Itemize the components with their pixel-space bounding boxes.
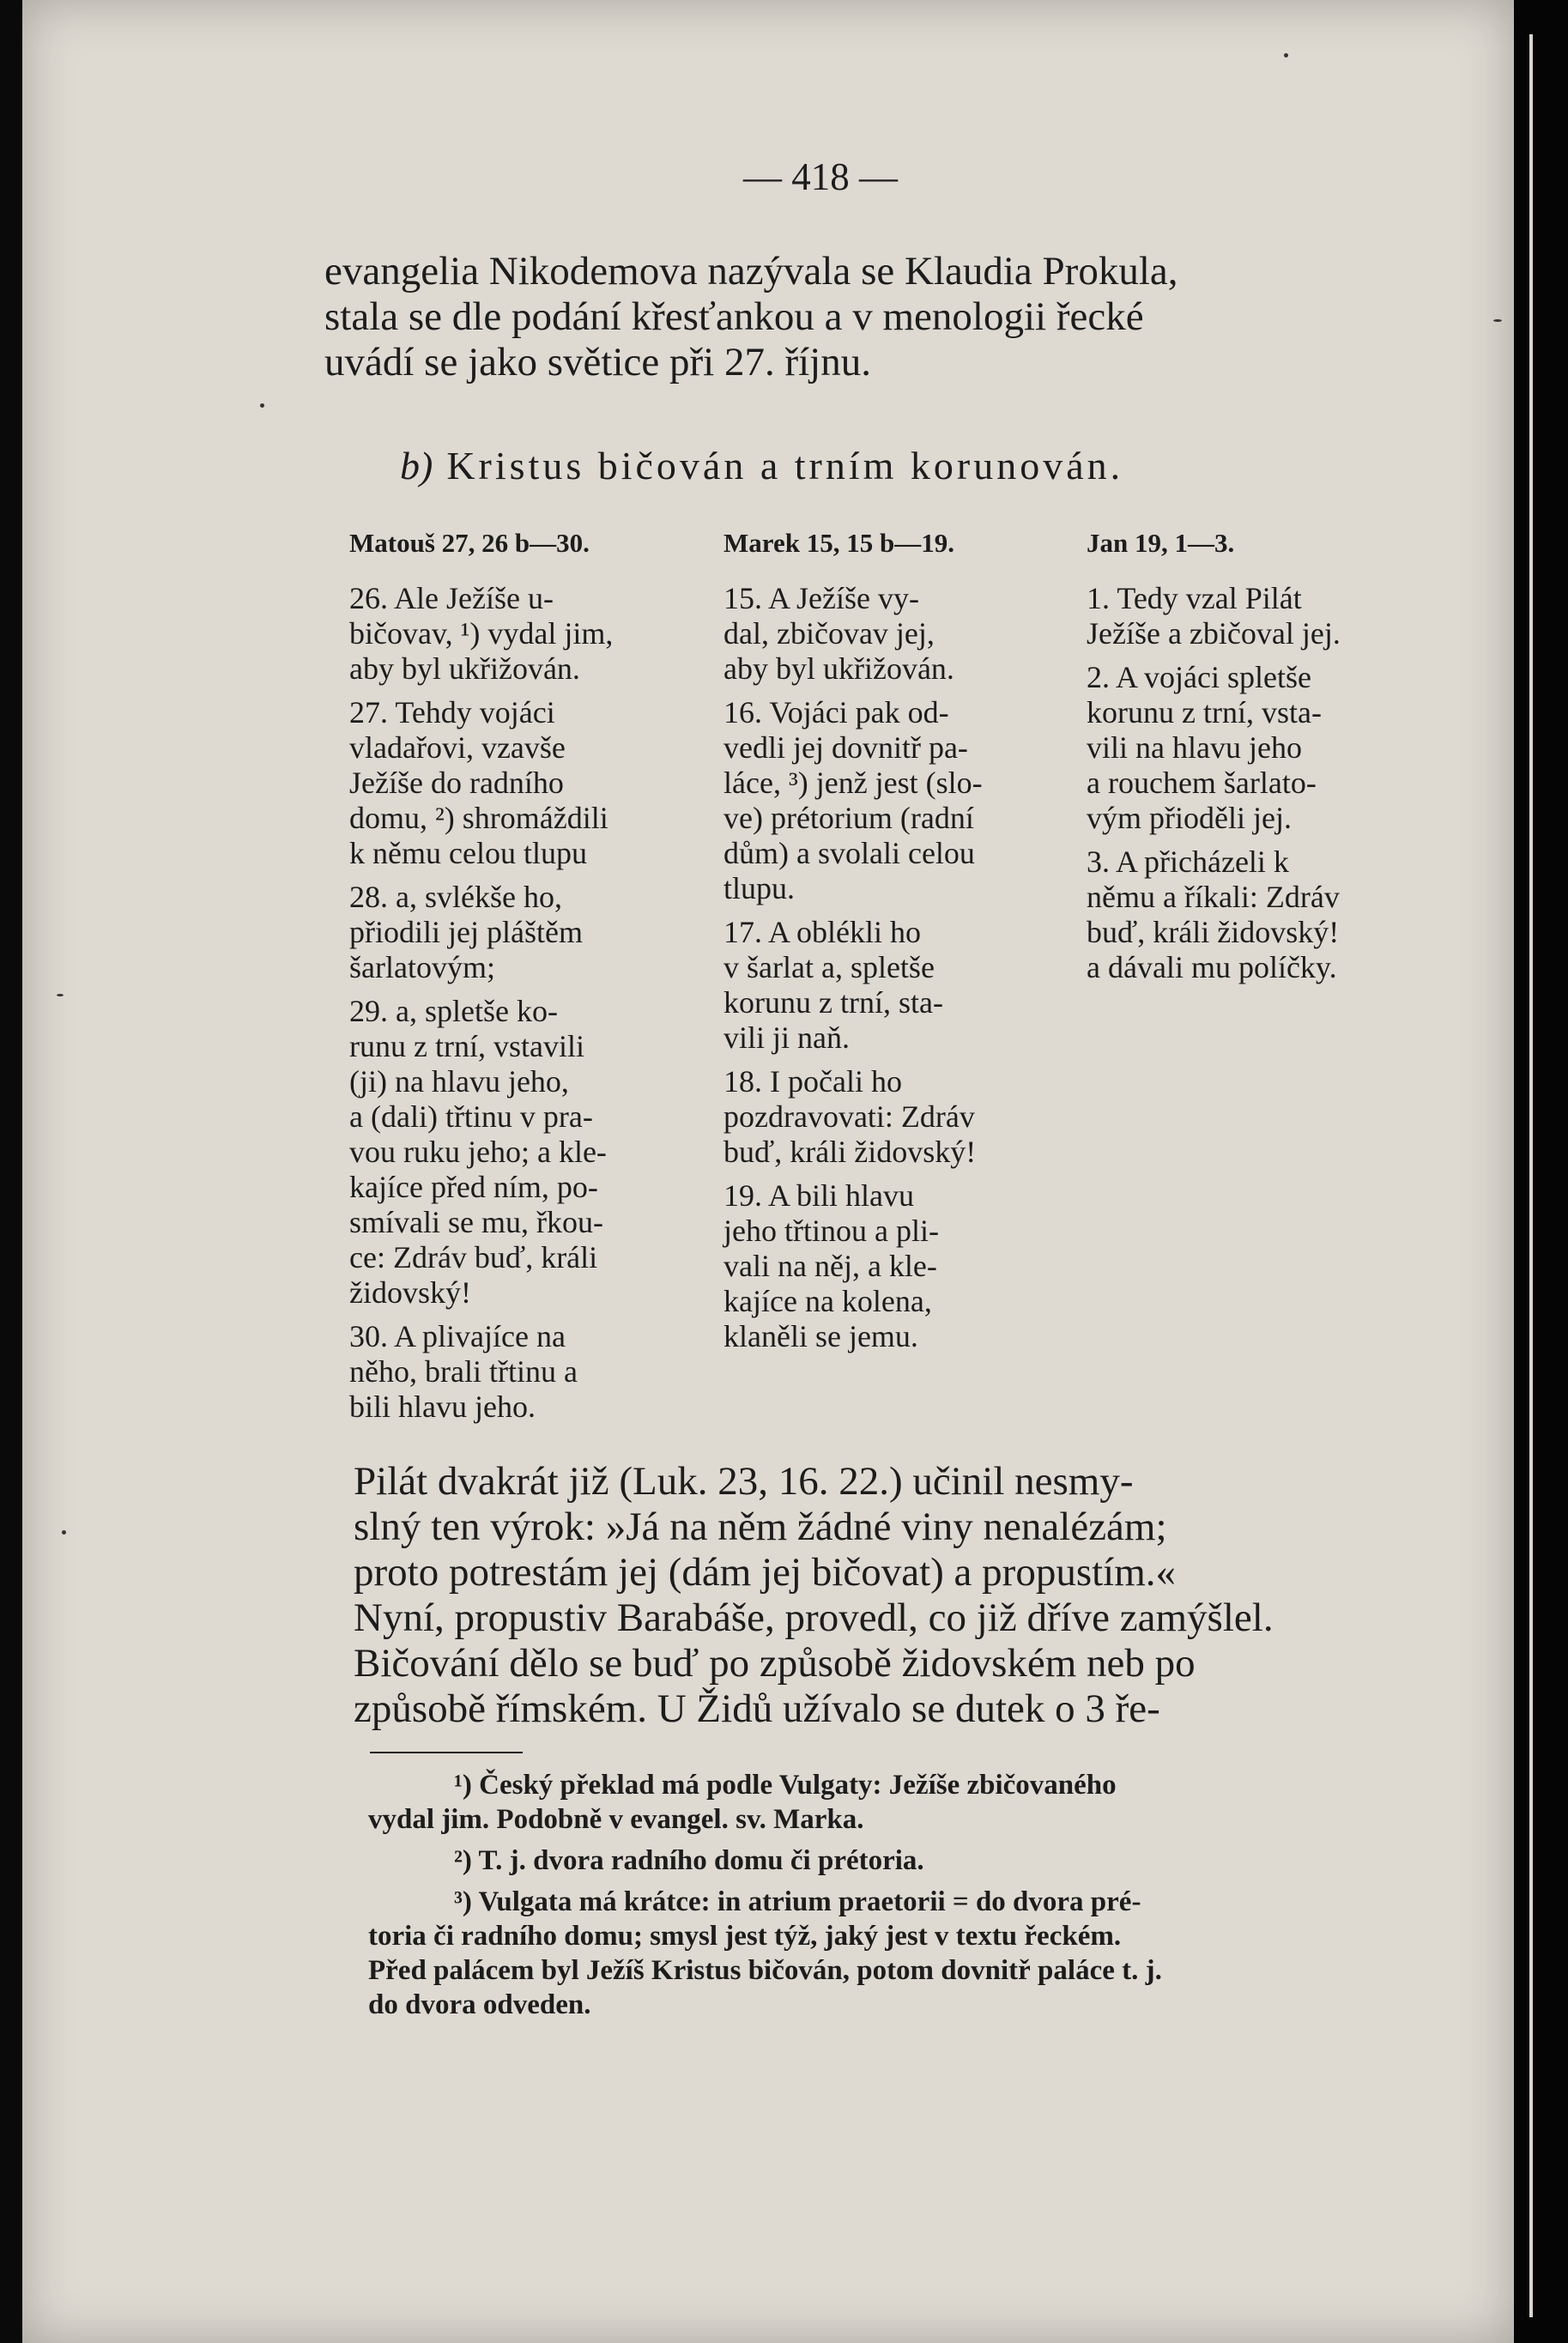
verse-line: korunu z trní, vsta- <box>1087 695 1322 730</box>
verse-line: kajíce před ním, po- <box>349 1170 598 1204</box>
verse-line: 27. Tehdy vojáci <box>349 695 555 730</box>
verse <box>723 1064 1067 1170</box>
verse <box>1087 581 1447 651</box>
body-line: Bičování dělo se buď po způsobě židovském neb po <box>354 1641 1196 1686</box>
verse-line: k němu celou tlupu <box>349 836 587 870</box>
verse-line: vili na hlavu jeho <box>1087 730 1302 765</box>
scanner-edge <box>1514 0 1568 2343</box>
footnote-line: vydal jim. Podobně v evangel. sv. Marka. <box>368 1804 864 1835</box>
verse-line: jeho třtinou a pli- <box>723 1214 939 1248</box>
scan-speck <box>1493 319 1502 322</box>
verse <box>349 1319 693 1425</box>
verse-line: 26. Ale Ježíše u- <box>349 581 554 615</box>
body-line: způsobě římském. U Židů užívalo se dutek o 3 ře- <box>354 1686 1160 1731</box>
verse-line: buď, králi židovský! <box>723 1135 977 1169</box>
gospel-column-john <box>1087 525 1447 994</box>
body-line: Nyní, propustiv Barabáše, provedl, co již dříve zamýšlel. <box>354 1595 1274 1640</box>
verse-line: šarlatovým; <box>349 950 495 984</box>
verse-line: a rouchem šarlato- <box>1087 766 1317 800</box>
verse-line: v šarlat a, spletše <box>723 950 935 984</box>
verse <box>1087 845 1447 985</box>
verse-line: 15. A Ježíše vy- <box>723 581 919 615</box>
footnote-line: toria či radního domu; smysl jest týž, jaký jest v textu řeckém. <box>368 1921 1122 1952</box>
verse-line: 18. I počali ho <box>723 1064 902 1099</box>
verse-line: bili hlavu jeho. <box>349 1389 536 1424</box>
body-paragraph <box>354 1459 1426 1732</box>
adjacent-page-edge <box>1529 34 1533 2317</box>
verse-line: smívali se mu, řkou- <box>349 1205 603 1239</box>
verse-line: 30. A plivajíce na <box>349 1319 566 1353</box>
verse-line: runu z trní, vstavili <box>349 1029 584 1063</box>
footnote-line: Před palácem byl Ježíš Kristus bičován, potom dovnitř paláce t. j. <box>368 1955 1162 1986</box>
body-line: slný ten výrok: »Já na něm žádné viny nenalézám; <box>354 1504 1167 1549</box>
verse <box>349 581 693 687</box>
gospel-column-matthew <box>349 525 693 1433</box>
footnotes <box>368 1768 1441 2029</box>
section-title: Kristus bičován a trním korunován. <box>446 444 1124 487</box>
scan-speck <box>57 994 64 996</box>
footnote-line: ¹) Český překlad má podle Vulgaty: Ježíše zbičovaného <box>454 1770 1117 1801</box>
scan-speck <box>1284 53 1288 58</box>
verse-line: tlupu. <box>723 871 796 905</box>
verse-line: dům) a svolali celou <box>723 836 975 870</box>
book-page <box>22 0 1514 2343</box>
verse-line: kajíce na kolena, <box>723 1284 932 1318</box>
intro-paragraph <box>324 249 1427 385</box>
verse-line: Ježíše do radního <box>349 766 564 800</box>
verse-line: korunu z trní, sta- <box>723 985 943 1020</box>
verse-line: aby byl ukřižován. <box>349 651 580 686</box>
section-marker: b) <box>400 444 433 487</box>
verse-line: něho, brali třtinu a <box>349 1354 578 1389</box>
verse-line: 29. a, spletše ko- <box>349 994 558 1028</box>
intro-line: evangelia Nikodemova nazývala se Klaudia Prokula, <box>324 249 1178 294</box>
section-heading <box>400 443 1430 488</box>
column-reference: Matouš 27, 26 b—30. <box>349 528 590 558</box>
verse <box>723 695 1067 906</box>
verse <box>349 695 693 871</box>
scan-speck <box>260 403 264 408</box>
verse-line: domu, ²) shromáždili <box>349 801 608 835</box>
footnote-1 <box>368 1768 1441 1837</box>
verse-line: láce, ³) jenž jest (slo- <box>723 766 983 800</box>
footnote-line: ²) T. j. dvora radního domu či prétoria. <box>454 1845 924 1876</box>
verse-line: 17. A oblékli ho <box>723 915 922 949</box>
verse-line: a dávali mu políčky. <box>1087 950 1337 984</box>
footnote-2 <box>368 1844 1441 1878</box>
gospel-column-mark <box>723 525 1067 1363</box>
verse-line: bičovav, ¹) vydal jim, <box>349 616 614 651</box>
verse-line: 2. A vojáci spletše <box>1087 660 1311 694</box>
column-reference: Marek 15, 15 b—19. <box>723 528 954 558</box>
verse-line: klaněli se jemu. <box>723 1319 918 1353</box>
verse-line: 16. Vojáci pak od- <box>723 695 949 730</box>
footnote-line: do dvora odveden. <box>368 1989 591 2020</box>
verse-line: ce: Zdráv buď, králi <box>349 1240 598 1274</box>
verse-line: vili ji naň. <box>723 1020 850 1055</box>
footnote-divider <box>370 1752 523 1753</box>
scan-speck <box>62 1530 66 1535</box>
verse-line: němu a říkali: Zdráv <box>1087 880 1340 914</box>
column-reference: Jan 19, 1—3. <box>1087 528 1235 558</box>
verse <box>723 581 1067 687</box>
verse-line: vali na něj, a kle- <box>723 1249 937 1283</box>
verse-line: 28. a, svlékše ho, <box>349 880 562 914</box>
verse-line: pozdravovati: Zdráv <box>723 1099 975 1134</box>
verse-line: (ji) na hlavu jeho, <box>349 1064 569 1099</box>
verse-line: židovský! <box>349 1275 471 1310</box>
verse-line: 1. Tedy vzal Pilát <box>1087 581 1302 615</box>
footnote-3 <box>368 1885 1441 2022</box>
verse-line: Ježíše a zbičoval jej. <box>1087 616 1341 651</box>
verse-line: ve) prétorium (radní <box>723 801 974 835</box>
body-line: Pilát dvakrát již (Luk. 23, 16. 22.) učinil nesmy- <box>354 1459 1134 1504</box>
page-number: — 418 — <box>743 155 898 198</box>
verse-line: vou ruku jeho; a kle- <box>349 1135 607 1169</box>
verse <box>1087 660 1447 836</box>
verse-line: vým přioděli jej. <box>1087 801 1292 835</box>
verse <box>723 1178 1067 1354</box>
verse-line: a (dali) třtinu v pra- <box>349 1099 593 1134</box>
verse-line: buď, králi židovský! <box>1087 915 1340 949</box>
verse-line: vladařovi, vzavše <box>349 730 566 765</box>
verse-line: vedli jej dovnitř pa- <box>723 730 968 765</box>
footnote-line: ³) Vulgata má krátce: in atrium praetorii = do dvora pré- <box>454 1886 1141 1917</box>
intro-line: stala se dle podání křesťankou a v menologii řecké <box>324 294 1144 339</box>
intro-line: uvádí se jako světice při 27. říjnu. <box>324 340 871 384</box>
verse <box>723 915 1067 1056</box>
verse-line: přiodili jej pláštěm <box>349 915 583 949</box>
verse <box>349 994 693 1311</box>
verse-line: aby byl ukřižován. <box>723 651 954 686</box>
verse-line: dal, zbičovav jej, <box>723 616 935 651</box>
verse-line: 3. A přicházeli k <box>1087 845 1289 879</box>
verse-line: 19. A bili hlavu <box>723 1178 915 1213</box>
body-line: proto potrestám jej (dám jej bičovat) a propustím.« <box>354 1550 1177 1595</box>
verse <box>349 880 693 985</box>
